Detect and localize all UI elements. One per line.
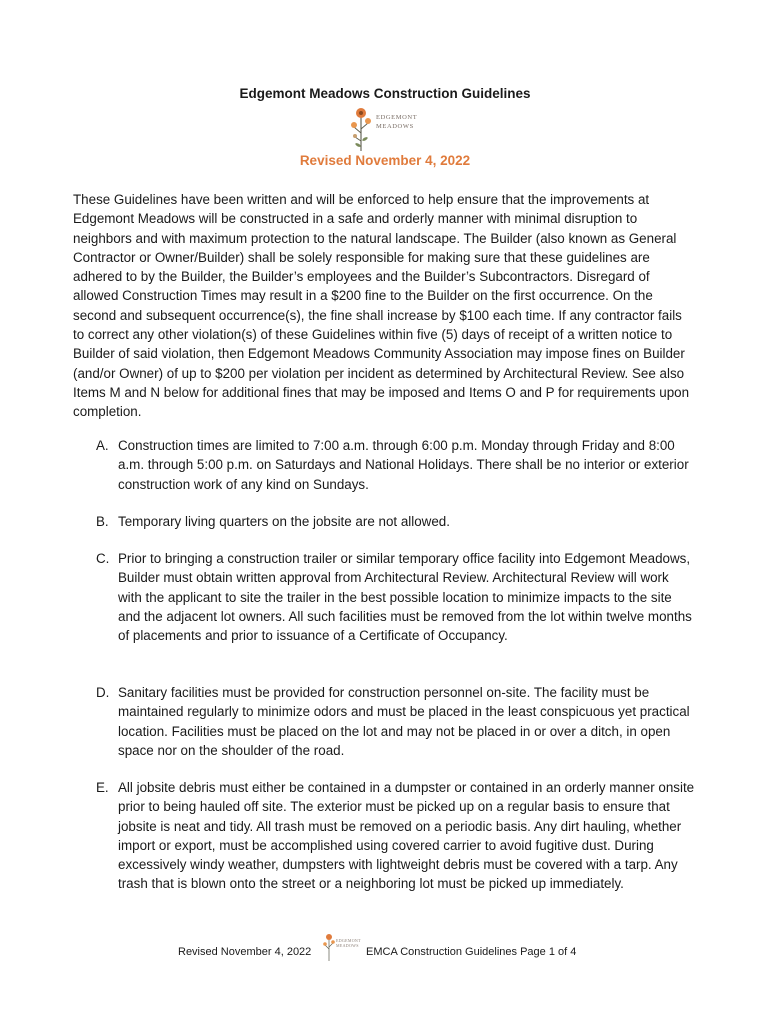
edgemont-meadows-logo — [348, 103, 428, 153]
list-item-text: Sanitary facilities must be provided for construction personnel on-site. The facility must be maintained regularly to minimize odors and must be placed in the least conspicuous yet practical location. Facilities must be placed on the lot and may not be placed in or over a ditch, in open space nor on the shoulder of the road. — [118, 685, 690, 758]
list-item-letter: A. — [96, 438, 109, 453]
list-item-letter: D. — [96, 685, 110, 700]
flower-logo-icon — [348, 103, 378, 153]
list-item-text: Construction times are limited to 7:00 a.m. through 6:00 p.m. Monday through Friday and 8:00 a.m. through 5:00 p.m. on Saturdays and National Holidays. There shall be no interior or exterior construction work of any kind on Sundays. — [118, 438, 689, 492]
logo-line-1: EDGEMONT — [376, 114, 418, 121]
list-item-e — [96, 778, 696, 894]
list-item-b — [96, 512, 696, 531]
list-item-letter: C. — [96, 551, 110, 566]
footer-revision: Revised November 4, 2022 — [178, 946, 312, 958]
list-item-text: Prior to bringing a construction trailer or similar temporary office facility into Edgemont Meadows, Builder must obtain written approval from Architectural Review. Architectural Review will work with the applicant to site the trailer in the best possible location to minimize impacts to the site and the adjacent lot owners. All such facilities must be removed from the lot within twelve months of placements and prior to issuance of a Certificate of Occupancy. — [118, 551, 692, 644]
footer-logo — [322, 932, 372, 962]
revision-date: Revised November 4, 2022 — [299, 153, 471, 168]
footer-logo-line-1: EDGEMONT — [336, 938, 361, 943]
intro-paragraph: These Guidelines have been written and will be enforced to help ensure that the improvements at Edgemont Meadows will be constructed in a safe and orderly manner with minimal disruption to neighbors and with maximum protection to the natural landscape. The Builder (also known as General Contractor or Owner/Builder) shall be solely responsible for making sure that these guidelines are adhered to by the Builder, the Builder’s employees and the Builder’s Subcontractors. Disregard of allowed Construction Times may result in a $200 fine to the Builder on the first occurrence. On the second and subsequent occurrence(s), the fine shall increase by $100 each time. If any contractor fails to correct any other violation(s) of these Guidelines within five (5) days of receipt of a written notice to Builder of said violation, then Edgemont Meadows Community Association may impose fines on Builder (and/or Owner) of up to $200 per violation per incident as determined by Architectural Review. See also Items M and N below for additional fines that may be imposed and Items O and P for requirements upon completion. — [73, 192, 690, 420]
footer-page-info: EMCA Construction Guidelines Page 1 of 4 — [366, 946, 577, 958]
footer-flower-icon — [322, 932, 336, 962]
logo-wordmark — [376, 113, 417, 131]
list-item-text: Temporary living quarters on the jobsite are not allowed. — [118, 514, 450, 529]
list-item-letter: E. — [96, 780, 109, 795]
list-item-letter: B. — [96, 514, 109, 529]
list-item-a — [96, 436, 696, 494]
footer-logo-line-2: MEADOWS — [336, 943, 359, 948]
list-item-d — [96, 683, 696, 760]
document-title: Edgemont Meadows Construction Guidelines — [239, 86, 531, 101]
list-item-text: All jobsite debris must either be contained in a dumpster or contained in an orderly manner onsite prior to being hauled off site. The exterior must be picked up on a regular basis to ensure that jobsite is neat and tidy. All trash must be removed on a periodic basis. Any dirt hauling, whether import or export, must be accomplished using covered carrier to avoid fugitive dust. During excessively windy weather, dumpsters with lightweight debris must be covered with a tarp. Any trash that is blown onto the street or a neighboring lot must be picked up immediately. — [118, 780, 695, 892]
list-item-c — [96, 549, 696, 645]
logo-line-2: MEADOWS — [376, 123, 414, 130]
footer-logo-wordmark — [336, 938, 361, 948]
